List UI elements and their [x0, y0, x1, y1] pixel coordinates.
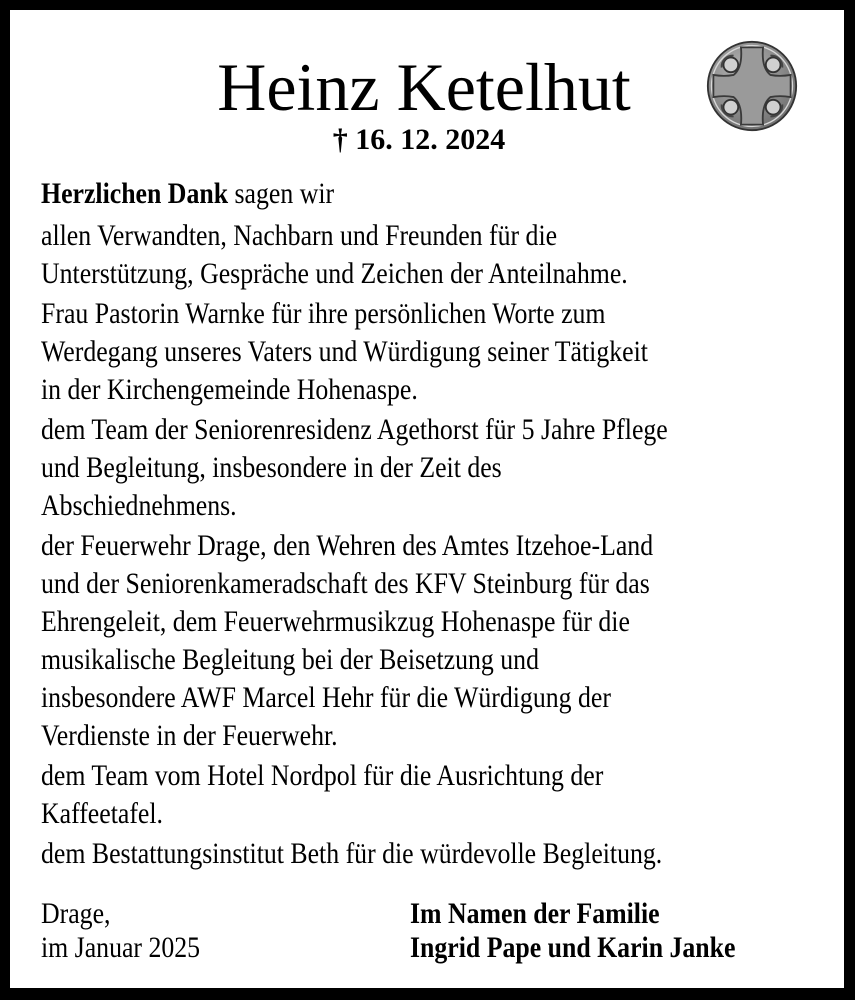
text-line: allen Verwandten, Nachbarn und Freunden für die — [41, 219, 558, 252]
celtic-cross-emblem-icon — [706, 40, 798, 132]
intro-bold: Herzlichen Dank — [41, 177, 229, 210]
text-line: Kaffeetafel. — [41, 797, 163, 830]
text-line: insbesondere AWF Marcel Hehr für die Würdigung der — [41, 681, 611, 714]
text-line: dem Team vom Hotel Nordpol für die Ausrichtung der — [41, 759, 604, 792]
intro-line — [41, 176, 334, 212]
text-line: musikalische Begleitung bei der Beisetzung und — [41, 643, 539, 676]
text-line: Frau Pastorin Warnke für ihre persönlichen Worte zum — [41, 297, 606, 330]
text-line: Unterstützung, Gespräche und Zeichen der Anteilnahme. — [41, 257, 628, 290]
death-date: † 16. 12. 2024 — [332, 123, 506, 156]
text-line: und der Seniorenkameradschaft des KFV Steinburg für das — [41, 567, 650, 600]
text-line: Abschiednehmens. — [41, 489, 237, 522]
footer-date: im Januar 2025 — [41, 931, 201, 964]
text-line: dem Team der Seniorenresidenz Agethorst für 5 Jahre Pflege — [41, 413, 668, 446]
text-line: Verdienste in der Feuerwehr. — [41, 719, 338, 752]
text-line: Ehrengeleit, dem Feuerwehrmusikzug Hohenaspe für die — [41, 605, 630, 638]
text-line: Werdegang unseres Vaters und Würdigung seiner Tätigkeit — [41, 335, 648, 368]
text-line: der Feuerwehr Drage, den Wehren des Amtes Itzehoe-Land — [41, 529, 654, 562]
obituary-card — [10, 10, 844, 988]
footer-place: Drage, — [41, 897, 111, 930]
footer-signers: Ingrid Pape und Karin Janke — [410, 931, 736, 964]
text-line: dem Bestattungsinstitut Beth für die würdevolle Begleitung. — [41, 837, 663, 870]
text-line: und Begleitung, insbesondere in der Zeit des — [41, 451, 502, 484]
deceased-name: Heinz Ketelhut — [217, 49, 631, 125]
intro-rest: sagen wir — [228, 177, 335, 210]
footer-signoff: Im Namen der Familie — [410, 897, 660, 930]
text-line: in der Kirchengemeinde Hohenaspe. — [41, 373, 418, 406]
